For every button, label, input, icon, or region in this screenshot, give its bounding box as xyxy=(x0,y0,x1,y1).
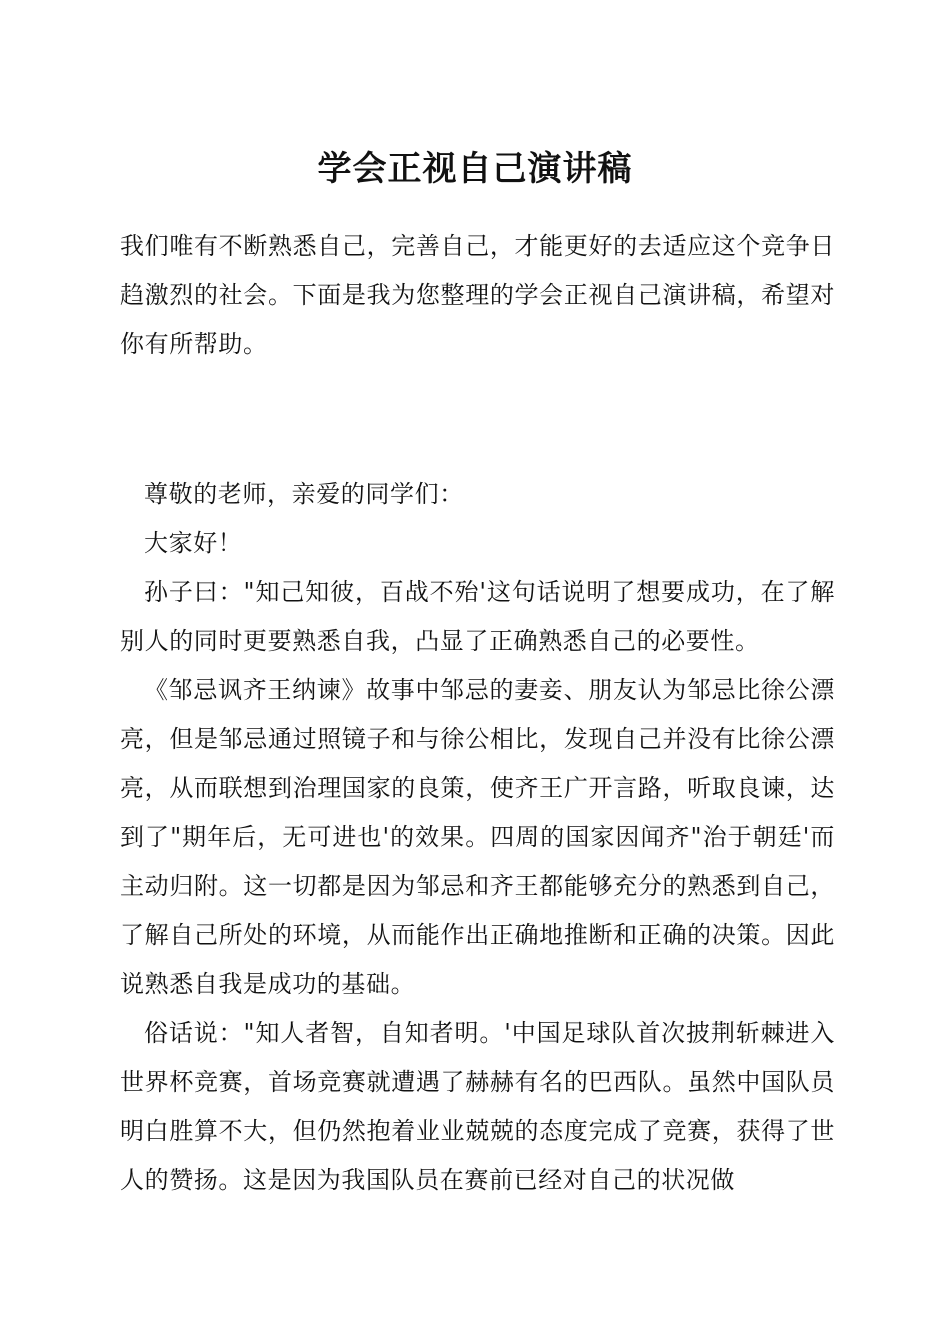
body-paragraph: 俗话说："知人者智，自知者明。'中国足球队首次披荆斩棘进入世界杯竞赛，首场竞赛就遭遇了赫赫有名的巴西队。虽然中国队员明白胜算不大，但仍然抱着业业兢兢的态度完成了竞赛，获得了世人的赞扬。这是因为我国队员在赛前已经对自己的状况做 xyxy=(120,1019,835,1194)
greeting: 大家好！ xyxy=(144,529,243,557)
speech-body xyxy=(120,470,835,1205)
body-paragraph: 《邹忌讽齐王纳谏》故事中邹忌的妻妾、朋友认为邹忌比徐公漂亮，但是邹忌通过照镜子和与徐公相比，发现自己并没有比徐公漂亮，从而联想到治理国家的良策，使齐王广开言路，听取良谏，达到了"期年后，无可进也'的效果。四周的国家因闻齐"治于朝廷'而主动归附。这一切都是因为邹忌和齐王都能够充分的熟悉到自己，了解自己所处的环境，从而能作出正确地推断和正确的决策。因此说熟悉自我是成功的基础。 xyxy=(120,676,835,998)
intro-paragraph: 我们唯有不断熟悉自己，完善自己，才能更好的去适应这个竞争日趋激烈的社会。下面是我为您整理的学会正视自己演讲稿，希望对你有所帮助。 xyxy=(120,232,835,358)
salutation: 尊敬的老师，亲爱的同学们： xyxy=(144,480,464,508)
document-title: 学会正视自己演讲稿 xyxy=(317,149,633,189)
body-paragraph: 孙子曰："知己知彼，百战不殆'这句话说明了想要成功，在了解别人的同时更要熟悉自我，凸显了正确熟悉自己的必要性。 xyxy=(120,578,835,655)
